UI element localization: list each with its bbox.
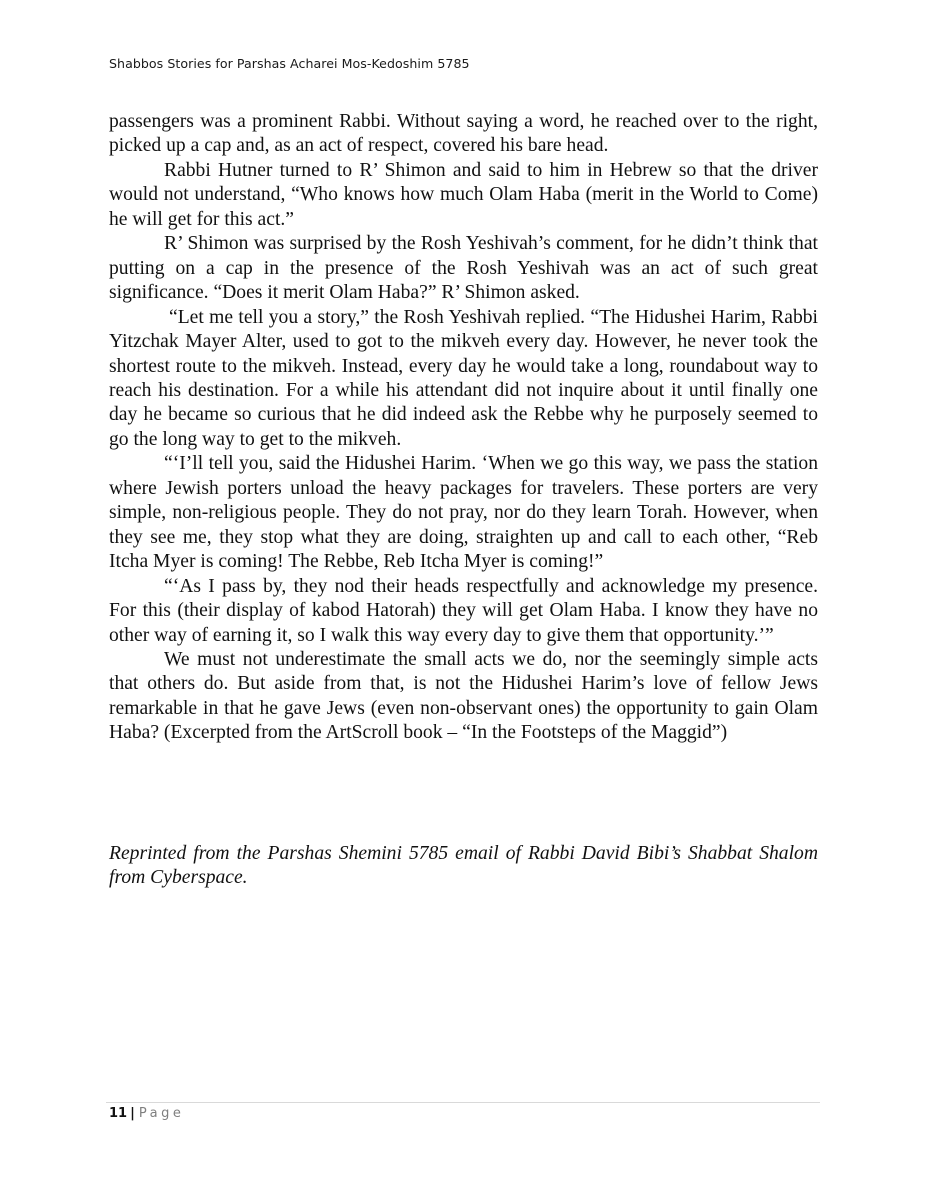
paragraph: “‘As I pass by, they nod their heads respectfully and acknowledge my presence. For this (their display of kabod Hatorah) they will get Olam Haba. I know they have no other way of earning it, so I walk this way every day to give them that opportunity.’” <box>109 575 818 646</box>
reprint-credit: Reprinted from the Parshas Shemini 5785 email of Rabbi David Bibi’s Shabbat Shalom from Cyberspace. <box>109 843 818 889</box>
page-footer <box>109 1106 184 1121</box>
paragraph: Rabbi Hutner turned to R’ Shimon and said to him in Hebrew so that the driver would not understand, “Who knows how much Olam Haba (merit in the World to Come) he will get for this act.” <box>109 159 818 230</box>
page-number: 11 <box>109 1106 128 1121</box>
paragraph: passengers was a prominent Rabbi. Without saying a word, he reached over to the right, picked up a cap and, as an act of respect, covered his bare head. <box>109 111 818 157</box>
paragraph: “Let me tell you a story,” the Rosh Yeshivah replied. “The Hidushei Harim, Rabbi Yitzchak Mayer Alter, used to got to the mikveh every day. However, he never took the shortest route to the mikveh. Instead, every day he would take a long, roundabout way to reach his destination. For a while his attendant did not inquire about it until finally one day he became so curious that he did indeed ask the Rebbe why he purposely seemed to go the long way to get to the mikveh. <box>109 306 818 450</box>
paragraph: “‘I’ll tell you, said the Hidushei Harim. ‘When we go this way, we pass the station where Jewish porters unload the heavy packages for travelers. These porters are very simple, non-religious people. They do not pray, nor do they learn Torah. However, when they see me, they stop what they are doing, straighten up and call to each other, “Reb Itcha Myer is coming! The Rebbe, Reb Itcha Myer is coming!” <box>109 453 818 573</box>
story-body <box>109 110 818 746</box>
footer-divider <box>106 1102 820 1103</box>
paragraph: We must not underestimate the small acts we do, nor the seemingly simple acts that others do. But aside from that, is not the Hidushei Harim’s love of fellow Jews remarkable in that he gave Jews (even non-observant ones) the opportunity to gain Olam Haba? (Excerpted from the ArtScroll book – “In the Footsteps of the Maggid”) <box>109 648 818 744</box>
running-header: Shabbos Stories for Parshas Acharei Mos-Kedoshim 5785 <box>109 56 470 71</box>
page-separator: | <box>130 1106 135 1121</box>
paragraph: R’ Shimon was surprised by the Rosh Yeshivah’s comment, for he didn’t think that putting on a cap in the presence of the Rosh Yeshivah was an act of such great significance. “Does it merit Olam Haba?” R’ Shimon asked. <box>109 233 818 304</box>
page-label: Page <box>138 1106 185 1121</box>
